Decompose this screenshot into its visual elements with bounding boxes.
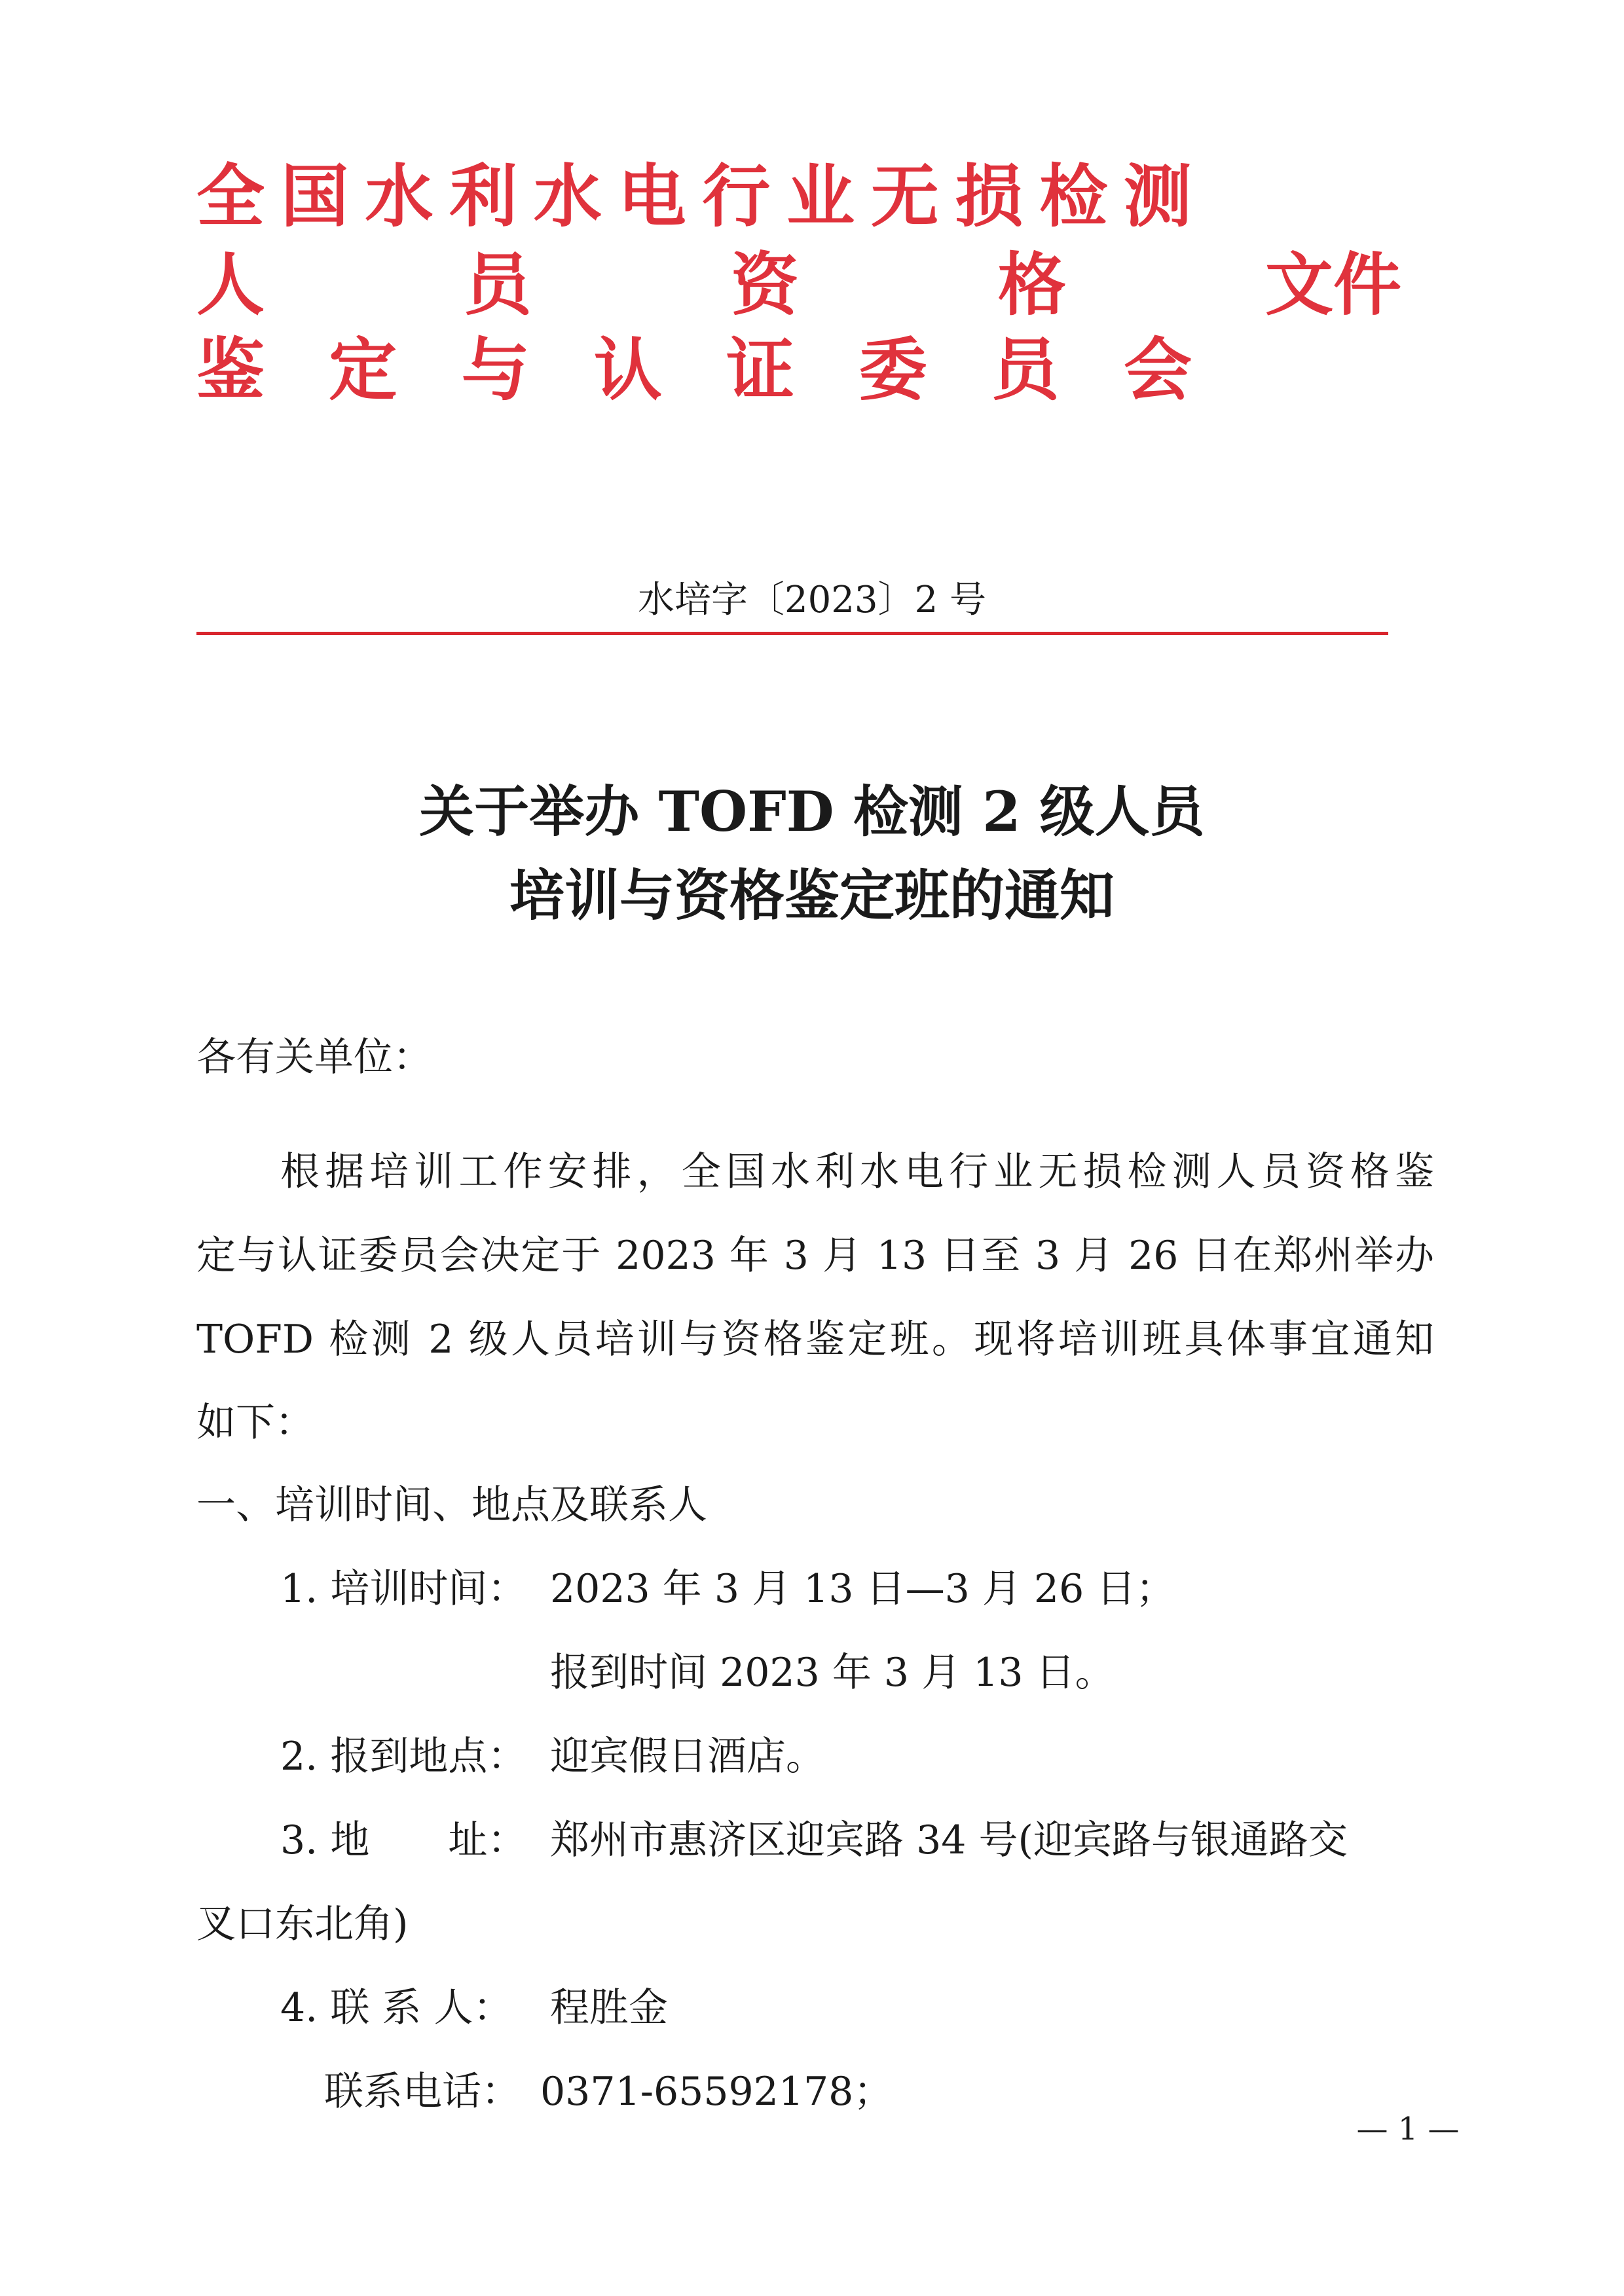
header-divider [196,632,1388,635]
header-char: 无 [870,156,939,236]
address-value: 郑州市惠济区迎宾路 34 号(迎宾路与银通路交 [550,1817,1348,1863]
header-char: 损 [955,156,1024,236]
contact-person-value: 程胜金 [550,1985,668,2031]
header-char: 资 [730,245,799,325]
contact-phone-value: 0371-65592178； [540,2069,893,2115]
intro-line-4: 如下： [196,1400,314,1446]
section-1-heading: 一、培训时间、地点及联系人 [196,1482,707,1528]
contact-phone-label: 联系电话： [324,2069,521,2115]
header-char: 员 [463,245,532,325]
header-char: 定 [329,330,397,410]
header-char: 国 [280,156,349,236]
header-char: 人 [196,245,265,325]
issuer-header-line-2 [196,246,1401,324]
header-char: 水 [365,156,434,236]
issuer-header-line-1 [196,157,1192,236]
notice-title-line-1: 关于举办 TOFD 检测 2 级人员 [419,779,1205,844]
header-char: 全 [196,156,265,236]
training-time-label: 1. 培训时间： [280,1566,527,1612]
header-char: 鉴 [196,330,265,410]
header-char: 行 [702,156,771,236]
training-time-value: 2023 年 3 月 13 日—3 月 26 日； [550,1566,1175,1612]
address-label: 3. 地 址： [280,1817,527,1863]
intro-line-1: 根据培训工作安排，全国水利水电行业无损检测人员资格鉴 [280,1149,1434,1195]
intro-line-3: TOFD 检测 2 级人员培训与资格鉴定班。现将培训班具体事宜通知 [196,1317,1434,1362]
header-char: 检 [1039,156,1108,236]
issuer-header-line-3 [196,331,1192,409]
contact-person-label: 4. 联 系 人： [280,1985,513,2031]
salutation: 各有关单位： [196,1034,432,1080]
header-char: 文件 [1264,245,1401,325]
registration-time-value: 报到时间 2023 年 3 月 13 日。 [550,1650,1115,1696]
intro-line-2: 定与认证委员会决定于 2023 年 3 月 13 日至 3 月 26 日在郑州举办 [196,1233,1434,1279]
address-value-continued: 叉口东北角) [196,1901,409,1947]
document-number: 水培字〔2023〕2 号 [638,579,986,621]
header-char: 测 [1123,156,1192,236]
header-char: 员 [991,330,1060,410]
header-char: 认 [593,330,662,410]
registration-place-label: 2. 报到地点： [280,1734,527,1779]
notice-title-line-2: 培训与资格鉴定班的通知 [509,863,1115,928]
page-number: — 1 — [1356,2111,1460,2147]
header-char: 与 [461,330,530,410]
header-char: 委 [858,330,927,410]
header-char: 证 [726,330,795,410]
registration-place-value: 迎宾假日酒店。 [550,1734,825,1779]
header-char: 电 [618,156,686,236]
header-char: 水 [533,156,602,236]
header-char: 格 [997,245,1066,325]
header-char: 利 [449,156,518,236]
header-char: 业 [786,156,855,236]
header-char: 会 [1123,330,1192,410]
